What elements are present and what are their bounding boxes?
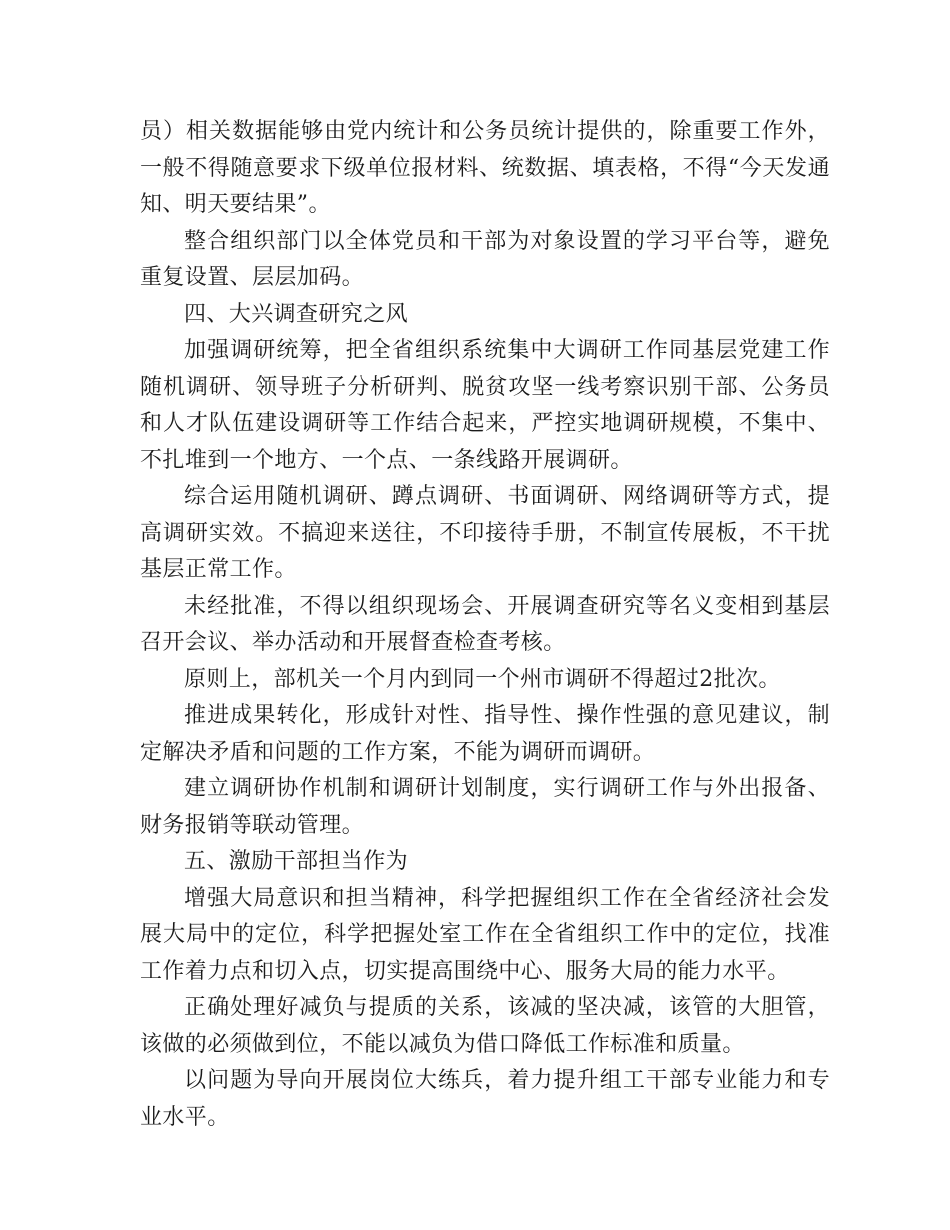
paragraph-research-mechanism: 建立调研协作机制和调研计划制度，实行调研工作与外出报备、财务报销等联动管理。 xyxy=(140,776,830,838)
paragraph-learning-platform: 整合组织部门以全体党员和干部为对象设置的学习平台等，避免重复设置、层层加码。 xyxy=(140,228,830,290)
section-heading-motivation: 五、激励干部担当作为 xyxy=(184,849,409,874)
paragraph-approval-requirement: 未经批准，不得以组织现场会、开展调查研究等名义变相到基层召开会议、举办活动和开展督查检查考核。 xyxy=(140,593,830,655)
paragraph-overall-awareness: 增强大局意识和担当精神，科学把握组织工作在全省经济社会发展大局中的定位，科学把握处室工作在全省组织工作中的定位，找准工作着力点和切入点，切实提高围绕中心、服务大局的能力水平。 xyxy=(140,885,830,984)
paragraph-research-methods: 综合运用随机调研、蹲点调研、书面调研、网络调研等方式，提高调研实效。不搞迎来送往，不印接待手册，不制宣传展板，不干扰基层正常工作。 xyxy=(140,484,830,582)
paragraph-monthly-limit: 原则上，部机关一个月内到同一个州市调研不得超过2批次。 xyxy=(184,666,781,692)
document-body xyxy=(140,114,830,1136)
paragraph-skills-training: 以问题为导向开展岗位大练兵，着力提升组工干部专业能力和专业水平。 xyxy=(140,1068,830,1130)
paragraph-burden-quality: 正确处理好减负与提质的关系，该减的坚决减，该管的大胆管，该做的必须做到位，不能以减负为借口降低工作标准和质量。 xyxy=(140,995,830,1057)
section-heading-research: 四、大兴调查研究之风 xyxy=(184,301,409,327)
paragraph-research-coordination: 加强调研统筹，把全省组织系统集中大调研工作同基层党建工作随机调研、领导班子分析研判、脱贫攻坚一线考察识别干部、公务员和人才队伍建设调研等工作结合起来，严控实地调研规模，不集中、不扎堆到一个地方、一个点、一条线路开展调研。 xyxy=(140,338,830,473)
paragraph-continuation: 员）相关数据能够由党内统计和公务员统计提供的，除重要工作外，一般不得随意要求下级单位报材料、统数据、填表格，不得“今天发通知、明天要结果”。 xyxy=(140,119,830,217)
paragraph-results-transformation: 推进成果转化，形成针对性、指导性、操作性强的意见建议，制定解决矛盾和问题的工作方案，不能为调研而调研。 xyxy=(140,703,830,765)
